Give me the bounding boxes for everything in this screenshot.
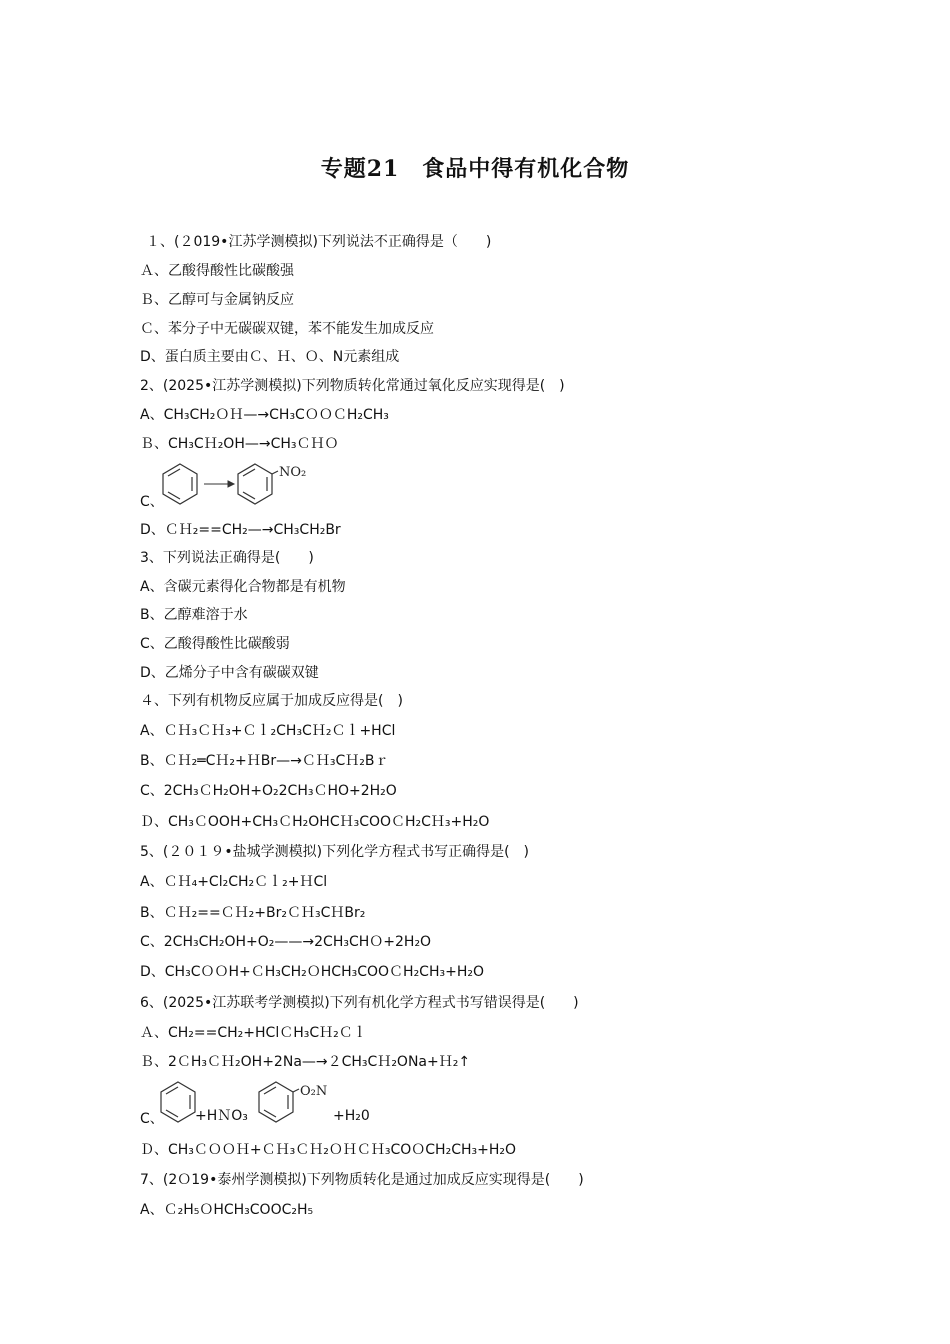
q6-option-b: Ｂ、2ＣH₃ＣＨ₂OH+2Na—→２CH₃CＨ₂ONa+Ｈ₂↑ (140, 1054, 471, 1070)
nitrobenzene-ring-icon (259, 1082, 299, 1122)
nitrobenzene-ring-icon (238, 464, 278, 504)
water-product-label: +H₂0 (333, 1108, 370, 1124)
q3-option-c: C、乙酸得酸性比碳酸弱 (140, 636, 290, 652)
q6-option-c: C、 (140, 1111, 164, 1127)
page-title: 专题21 食品中得有机化合物 (320, 156, 630, 182)
q4-option-a: A、ＣＨ₃ＣＨ₃+Ｃｌ₂CH₃CＨ₂Ｃｌ+HCl (140, 723, 396, 739)
question-1: １、(２019•江苏学测模拟)下列说法不正确得是（ ) (146, 234, 492, 250)
question-4: ４、下列有机物反应属于加成反应得是( ) (140, 693, 403, 709)
q1-option-a: Ａ、乙酸得酸性比碳酸强 (140, 263, 294, 279)
reaction-arrow-icon (204, 481, 234, 487)
question-5: 5、(２０１９•盐城学测模拟)下列化学方程式书写正确得是( ) (140, 844, 530, 860)
question-7: 7、(2Ｏ19•泰州学测模拟)下列物质转化是通过加成反应实现得是( ) (140, 1172, 584, 1188)
q3-option-d: D、乙烯分子中含有碳碳双键 (140, 665, 319, 681)
q2-option-d: D、ＣＨ₂==CH₂—→CH₃CH₂Br (140, 522, 341, 538)
q4-option-d: Ｄ、CH₃ＣOOH+CH₃ＣH₂OHCＨ₃COOＣH₂CＨ₃+H₂O (140, 814, 490, 830)
nitro-group-label: O₂N (300, 1084, 328, 1099)
q5-option-b: B、ＣＨ₂==ＣＨ₂+Br₂ＣＨ₃CＨBr₂ (140, 905, 366, 921)
question-2: 2、(2025•江苏学测模拟)下列物质转化常通过氧化反应实现得是( ) (140, 378, 565, 394)
q7-option-a: A、Ｃ₂H₅ＯHCH₃COOC₂H₅ (140, 1202, 314, 1218)
q4-option-c: C、2CH₃ＣH₂OH+O₂2CH₃ＣHO+2H₂O (140, 783, 397, 799)
question-6: 6、(2025•江苏联考学测模拟)下列有机化学方程式书写错误得是( ) (140, 995, 579, 1011)
q1-option-c: Ｃ、苯分子中无碳碳双键，苯不能发生加成反应 (140, 321, 434, 337)
q4-option-b: B、ＣＨ₂═CＨ₂+ＨBr—→ＣＨ₃CＨ₂Bｒ (140, 753, 389, 769)
q3-option-a: A、含碳元素得化合物都是有机物 (140, 579, 346, 595)
benzene-ring-icon (163, 464, 197, 504)
question-3: 3、下列说法正确得是( ) (140, 550, 314, 566)
q2-option-c: C、 (140, 494, 164, 510)
q1-option-d: D、蛋白质主要由Ｃ、Ｈ、Ｏ、N元素组成 (140, 349, 400, 365)
benzene-nitration-figure (158, 1080, 398, 1130)
q5-option-a: A、ＣＨ₄+Cl₂CH₂Ｃｌ₂+ＨCl (140, 874, 328, 890)
q3-option-b: B、乙醇难溶于水 (140, 607, 248, 623)
nitric-acid-label: +HＮO₃ (195, 1108, 248, 1124)
benzene-ring-icon (161, 1082, 195, 1122)
q5-option-c: C、2CH₃CH₂OH+O₂——→2CH₃CHＯ+2H₂O (140, 934, 432, 950)
q5-option-d: D、CH₃CＯＯH+ＣH₃CH₂ＯHCH₃COOＣH₂CH₃+H₂O (140, 964, 484, 980)
q6-option-d: Ｄ、CH₃ＣＯＯＨ+ＣＨ₃ＣＨ₂ＯＨＣＨ₃COＯCH₂CH₃+H₂O (140, 1142, 516, 1158)
q1-option-b: Ｂ、乙醇可与金属钠反应 (140, 292, 294, 308)
benzene-to-nitrobenzene-figure (160, 462, 320, 510)
q2-option-a: A、CH₃CH₂ＯＨ—→CH₃CＯＯＣH₂CH₃ (140, 407, 389, 423)
q6-option-a: Ａ、CH₂==CH₂+HClＣH₃CＨ₂Ｃｌ (140, 1025, 367, 1041)
nitro-group-label: NO₂ (279, 465, 307, 480)
q2-option-b: Ｂ、CH₃CＨ₂OH—→CH₃ＣＨＯ (140, 436, 339, 452)
